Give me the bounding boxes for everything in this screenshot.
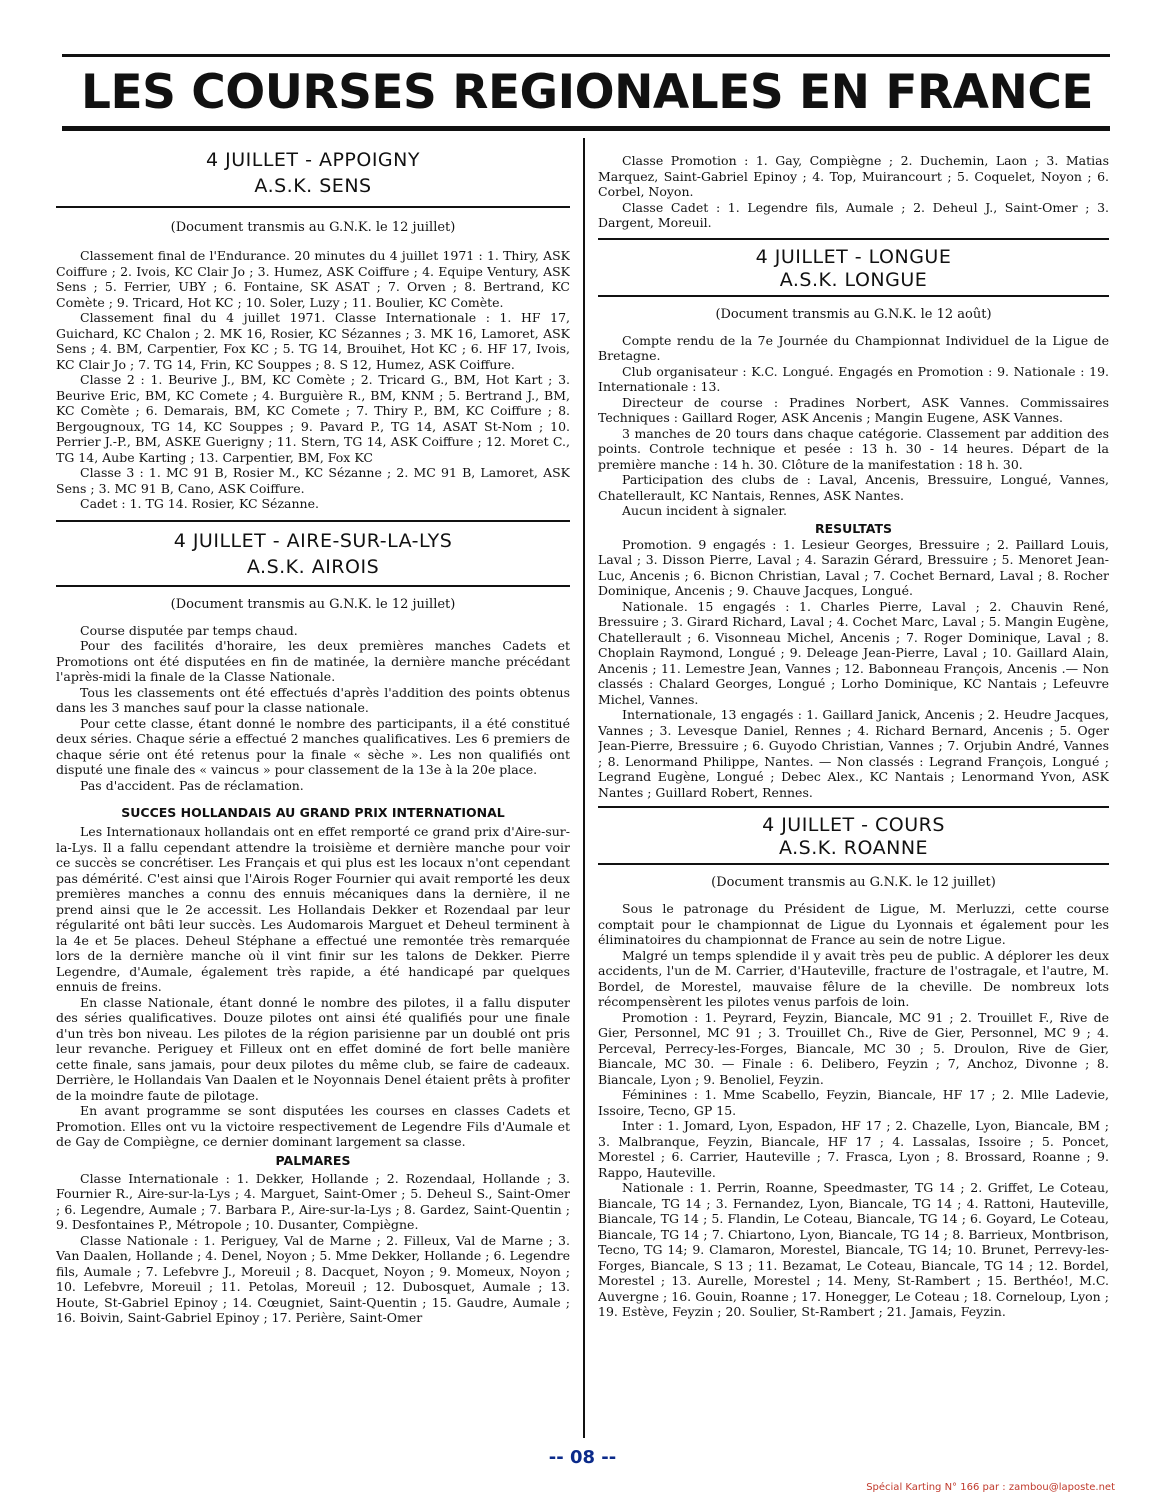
page-number: -- 08 --: [548, 1447, 617, 1468]
paragraph: Course disputée par temps chaud.: [80, 622, 298, 638]
heading-rule: [598, 863, 1109, 865]
document-note: (Document transmis au G.N.K. le 12 juillet): [170, 596, 456, 612]
article-aire-sur-la-lys: [56, 528, 570, 1326]
paragraph: Féminines : 1. Mme Scabello, Feyzin, Biancale, HF 17 ; 2. Mlle Ladevie, Issoire, Tecno, GP 15.: [598, 1087, 1109, 1118]
paragraph: Les Internationaux hollandais ont en effet remporté ce grand prix d'Aire-sur-la-Lys. Il a fallu cependant attendre la troisième et dernière manche pour voir ce succès se concrétiser. Les Français et qui plus est les locaux n'ont cependant pas démérité. C'est ainsi que l'Airois Roger Fournier qui avait remporté les deux premières manches a connu des ennuis mécaniques dans la dernière, il ne prend ainsi que le 2e accessit. Les Hollandais Dekker et Rozendaal par leur régularité ont bâti leur succès. Les Audomarois Marguet et Deheul terminent à la 4e et 5e places. Deheul Stéphane a effectué une remontée très remarquée lors de la dernière manche où il vint finir sur les talons de Dekker. Pierre Legendre, d'Aumale, également très rapide, a été handicapé par quelques ennuis de freins.: [56, 824, 570, 994]
paragraph: Classe Cadet : 1. Legendre fils, Aumale ; 2. Deheul J., Saint-Omer ; 3. Dargent, Moreuil.: [598, 199, 1109, 230]
paragraph: Nationale. 15 engagés : 1. Charles Pierre, Laval ; 2. Chauvin René, Bressuire ; 3. Girard Richard, Laval ; 4. Cochet Marc, Laval ; 5. Mangin Eugène, Chatellerault ; 6. Visonneau Michel, Ancenis ; 7. Roger Dominique, Laval ; 8. Choplain Raymond, Longué ; 9. Deleage Jean-Pierre, Laval ; 10. Gaillard Alain, Ancenis ; 11. Lemestre Jean, Vannes ; 12. Babonneau François, Ancenis .— Non classés : Chalard Georges, Longué ; Lorho Dominique, KC Nantais ; Lefeuvre Michel, Vannes.: [598, 598, 1109, 707]
section-rule: [598, 806, 1109, 808]
paragraph: Classe Promotion : 1. Gay, Compiègne ; 2. Duchemin, Laon ; 3. Matias Marquez, Saint-Gabriel Epinoy ; 4. Top, Muirancourt ; 5. Coquelet, Noyon ; 6. Corbel, Noyon.: [598, 153, 1109, 199]
article-club: A.S.K. ROANNE: [778, 837, 929, 859]
page-title: LES COURSES REGIONALES EN FRANCE: [81, 65, 1093, 120]
document-note: (Document transmis au G.N.K. le 12 juillet): [711, 875, 996, 890]
paragraph: Pas d'accident. Pas de réclamation.: [80, 777, 304, 793]
right-column: [598, 153, 1109, 1443]
paragraph: Classe Nationale : 1. Periguey, Val de Marne ; 2. Filleux, Val de Marne ; 3. Van Daalen, Hollande ; 4. Denel, Noyon ; 5. Mme Dekker, Hollande ; 6. Legendre fils, Aumale ; 7. Lefebvre J., Moreuil ; 8. Dacquet, Noyon ; 9. Momeux, Noyon ; 10. Lefebvre, Moreuil ; 11. Petolas, Moreuil ; 12. Dubosquet, Aumale ; 13. Houte, St-Gabriel Epinoy ; 14. Cœugniet, Saint-Quentin ; 15. Gaudre, Aumale ; 16. Boivin, Saint-Gabriel Epinoy ; 17. Perière, Saint-Omer: [56, 1232, 570, 1325]
paragraph: Compte rendu de la 7e Journée du Championnat Individuel de la Ligue de Bretagne.: [598, 332, 1109, 363]
palmares-heading: PALMARES: [275, 1152, 351, 1168]
paragraph: Malgré un temps splendide il y avait très peu de public. A déplorer les deux accidents, l'un de M. Carrier, d'Hauteville, fracture de l'ostragale, et l'autre, M. Bordel, de Morestel, mauvaise fêlure de la cheville. De nombreux lots récompensèrent les pilotes venus parfois de loin.: [598, 947, 1109, 1009]
document-note: (Document transmis au G.N.K. le 12 août): [715, 306, 992, 322]
paragraph: Sous le patronage du Président de Ligue, M. Merluzzi, cette course comptait pour le championnat de Ligue du Lyonnais et également pour les éliminatoires du championnat de France au sein de notre Ligue.: [598, 901, 1109, 947]
paragraph: Classe 2 : 1. Beurive J., BM, KC Comète ; 2. Tricard G., BM, Hot Kart ; 3. Beurive Eric, BM, KC Comete ; 4. Burguière R., BM, KNM ; 5. Bertrand J., BM, KC Comète ; 6. Demarais, BM, KC Comete ; 7. Thiry P., BM, KC Coiffure ; 8. Bergougnoux, TG 14, KC Souppes ; 9. Pavard P., TG 14, ASAT St-Nom ; 10. Perrier J.-P., BM, ASKE Guerigny ; 11. Stern, TG 14, ASK Coiffure ; 12. Moret C., TG 14, Aube Karting ; 13. Carpentier, BM, Fox KC: [56, 372, 570, 465]
left-column: [56, 147, 570, 1442]
article-cours: [598, 812, 1109, 1320]
paragraph: Cadet : 1. TG 14. Rosier, KC Sézanne.: [80, 496, 319, 511]
heading-rule: [56, 585, 570, 587]
document-note: (Document transmis au G.N.K. le 12 juillet): [170, 220, 456, 235]
article-club: A.S.K. AIROIS: [246, 555, 380, 578]
paragraph: Tous les classements ont été effectués d'après l'addition des points obtenus dans les 3 manches sauf pour la classe nationale.: [56, 684, 570, 715]
paragraph: Directeur de course : Pradines Norbert, ASK Vannes. Commissaires Techniques : Gaillard Roger, ASK Ancenis ; Mangin Eugene, ASK Vannes.: [598, 394, 1109, 425]
article-club: A.S.K. LONGUE: [779, 268, 928, 291]
paragraph: Participation des clubs de : Laval, Ancenis, Bressuire, Longué, Vannes, Chatellerault, KC Nantais, Rennes, ASK Nantes.: [598, 472, 1109, 503]
paragraph: En avant programme se sont disputées les courses en classes Cadets et Promotion. Elles ont vu la victoire respectivement de Legendre Fils d'Aumale et de Gay de Compiègne, ce dernier dominant largement sa classe.: [56, 1103, 570, 1149]
paragraph: Classement final de l'Endurance. 20 minutes du 4 juillet 1971 : 1. Thiry, ASK Coiffure ; 2. Ivois, KC Clair Jo ; 3. Humez, ASK Coiffure ; 4. Equipe Ventury, ASK Sens ; 5. Ferrier, UBY ; 6. Fontaine, SK ASAT ; 7. Orven ; 8. Bertrand, KC Comète ; 9. Tricard, Hot KC ; 10. Soler, Luzy ; 11. Boulier, KC Comète.: [56, 248, 570, 310]
scan-credit: Spécial Karting N° 166 par : zambou@laposte.net: [866, 1482, 1115, 1493]
article-heading: 4 JUILLET - LONGUE: [755, 245, 952, 268]
article-longue: [598, 244, 1109, 801]
article-heading: 4 JUILLET - APPOIGNY: [206, 149, 420, 171]
paragraph: Pour cette classe, étant donné le nombre des participants, il a été constitué deux séries. Chaque série a effectué 2 manches qualificatives. Les 6 premiers de chaque série ont été retenus pour la finale « sèche ». Les non qualifiés ont disputé une finale des « vaincus » pour classement de la 13e à la 20e place.: [56, 715, 570, 777]
column-divider: [583, 138, 585, 1438]
paragraph: Classe Internationale : 1. Dekker, Hollande ; 2. Rozendaal, Hollande ; 3. Fournier R., Aire-sur-la-Lys ; 4. Marguet, Saint-Omer ; 5. Deheul S., Saint-Omer ; 6. Legendre, Aumale ; 7. Barbara P., Aire-sur-la-Lys ; 8. Gardez, Saint-Quentin ; 9. Desfontaines P., Métropole ; 10. Dusanter, Compiègne.: [56, 1170, 570, 1232]
paragraph: Pour des facilités d'horaire, les deux premières manches Cadets et Promotions ont été disputées en fin de matinée, la dernière manche précédant l'après-midi la finale de la Classe Nationale.: [56, 638, 570, 684]
paragraph: Promotion. 9 engagés : 1. Lesieur Georges, Bressuire ; 2. Paillard Louis, Laval ; 3. Disson Pierre, Laval ; 4. Sarazin Gérard, Bressuire ; 5. Menoret Jean-Luc, Ancenis ; 6. Bicnon Christian, Laval ; 7. Cochet Bernard, Laval ; 8. Rocher Dominique, Ancenis ; 9. Chauve Jacques, Longué.: [598, 536, 1109, 598]
heading-rule: [56, 206, 570, 208]
paragraph: Classe 3 : 1. MC 91 B, Rosier M., KC Sézanne ; 2. MC 91 B, Lamoret, ASK Sens ; 3. MC 91 B, Cano, ASK Coiffure.: [56, 465, 570, 496]
article-appoigny: [56, 147, 570, 512]
paragraph: Inter : 1. Jomard, Lyon, Espadon, HF 17 ; 2. Chazelle, Lyon, Biancale, BM ; 3. Malbranque, Feyzin, Biancale, HF 17 ; 4. Lassalas, Issoire ; 5. Poncet, Morestel ; 6. Carrier, Hauteville ; 7. Frasca, Lyon ; 8. Brossard, Roanne ; 9. Rappo, Hauteville.: [598, 1118, 1109, 1180]
paragraph: Aucun incident à signaler.: [622, 503, 787, 518]
paragraph: Club organisateur : K.C. Longué. Engagés en Promotion : 9. Nationale : 19. Internationale : 13.: [598, 363, 1109, 394]
paragraph: En classe Nationale, étant donné le nombre des pilotes, il a fallu disputer des séries qualificatives. Douze pilotes ont ainsi été qualifiés pour une finale d'un très bon niveau. Les pilotes de la région parisienne par un doublé ont pris leur revanche. Periguey et Filleux ont en effet dominé de fort belle manière cette finale, sans jamais, pour deux pilotes du même club, se faire de cadeaux. Derrière, le Hollandais Van Daalen et le Noyonnais Denel étaient prêts à profiter de la moindre faute de pilotage.: [56, 994, 570, 1103]
title-underline: [62, 126, 1110, 131]
paragraph: Nationale : 1. Perrin, Roanne, Speedmaster, TG 14 ; 2. Griffet, Le Coteau, Biancale, TG 14 ; 3. Fernandez, Lyon, Biancale, TG 14 ; 4. Rattoni, Hauteville, Biancale, TG 14 ; 5. Flandin, Le Coteau, Biancale, TG 14 ; 6. Goyard, Le Coteau, Biancale, TG 14 ; 7. Chiartono, Lyon, Biancale, TG 14 ; 8. Barrieux, Montbrison, Tecno, TG 14; 9. Clamaron, Morestel, Biancale, TG 14; 10. Brunet, Perrevy-les-Forges, Biancale, S 13 ; 11. Bezamat, Le Coteau, Biancale, TG 14 ; 12. Bordel, Morestel ; 13. Aurelle, Morestel ; 14. Meny, St-Rambert ; 15. Berthéo!, M.C. Auvergne ; 16. Gouin, Roanne ; 17. Honegger, Le Coteau ; 18. Corneloup, Lyon ; 19. Estève, Feyzin ; 20. Soulier, St-Rambert ; 21. Jamais, Feyzin.: [598, 1180, 1109, 1319]
article-club: A.S.K. SENS: [254, 175, 372, 197]
section-rule: [598, 238, 1109, 240]
article-heading: 4 JUILLET - COURS: [762, 814, 945, 836]
section-rule: [56, 520, 570, 522]
paragraph: Promotion : 1. Peyrard, Feyzin, Biancale, MC 91 ; 2. Trouillet F., Rive de Gier, Personnel, MC 91 ; 3. Trouillet Ch., Rive de Gier, Personnel, MC 9 ; 4. Perceval, Perrecy-les-Forges, Biancale, MC 30 ; 5. Droulon, Rive de Gier, Biancale, MC 30. — Finale : 6. Delibero, Feyzin ; 7, Anchoz, Divonne ; 8. Biancale, Lyon ; 9. Benoliel, Feyzin.: [598, 1009, 1109, 1087]
paragraph: Classement final du 4 juillet 1971. Classe Internationale : 1. HF 17, Guichard, KC Chalon ; 2. MK 16, Rosier, KC Sézannes ; 3. MK 16, Lamoret, ASK Sens ; 4. BM, Carpentier, Fox KC ; 5. TG 14, Brouihet, Hot KC ; 6. HF 17, Ivois, KC Clair Jo ; 7. TG 14, Frin, KC Souppes ; 8. S 12, Humez, ASK Coiffure.: [56, 310, 570, 372]
subheading: SUCCES HOLLANDAIS AU GRAND PRIX INTERNATIONAL: [121, 805, 505, 820]
paragraph: 3 manches de 20 tours dans chaque catégorie. Classement par addition des points. Controle technique et pesée : 13 h. 30 - 14 heures. Départ de la première manche : 14 h. 30. Clôture de la manifestation : 18 h. 30.: [598, 425, 1109, 472]
heading-rule: [598, 295, 1109, 297]
top-rule-thin: [62, 54, 1110, 57]
resultats-heading: RESULTATS: [814, 520, 892, 536]
paragraph: Internationale, 13 engagés : 1. Gaillard Janick, Ancenis ; 2. Heudre Jacques, Vannes ; 3. Levesque Daniel, Rennes ; 4. Richard Bernard, Ancenis ; 5. Oger Jean-Pierre, Bressuire ; 6. Guyodo Christian, Vannes ; 7. Orjubin André, Vannes ; 8. Lenormand Philippe, Nantes. — Non classés : Legrand François, Longué ; Legrand Eugène, Longué ; Debec Alex., KC Nantais ; Lenormand Yvon, ASK Nantes ; Guillard Robert, Rennes.: [598, 707, 1109, 800]
article-heading: 4 JUILLET - AIRE-SUR-LA-LYS: [173, 529, 453, 552]
